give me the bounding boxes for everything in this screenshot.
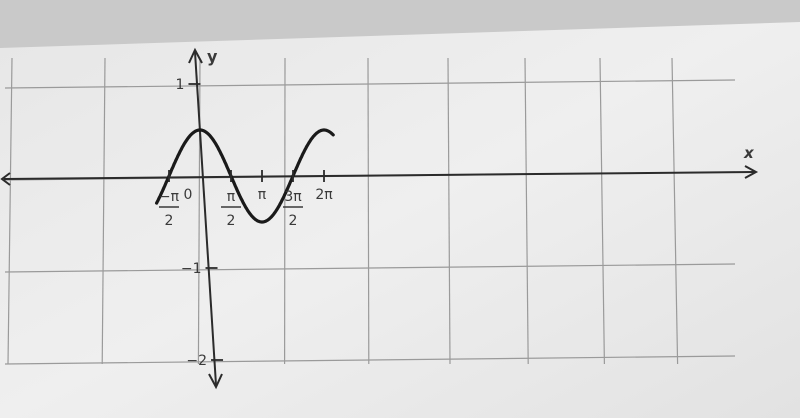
grid-line-vertical — [368, 58, 369, 364]
y-axis-label: y — [207, 47, 218, 66]
y-tick-label: −1 — [180, 261, 202, 277]
y-tick-label: −2 — [186, 353, 208, 369]
x-tick-label-denominator: 2 — [288, 213, 298, 229]
x-tick-label-denominator: 2 — [226, 213, 236, 229]
x-tick-label-numerator: π — [226, 189, 236, 205]
x-tick-label: 0 — [183, 187, 193, 203]
x-axis-label: x — [744, 144, 754, 162]
x-tick-label: 2π — [315, 187, 333, 203]
y-tick-label: 1 — [175, 77, 185, 93]
x-tick-label: π — [257, 187, 267, 203]
x-tick-label-numerator: −π — [158, 189, 180, 205]
x-tick-label-denominator: 2 — [164, 213, 174, 229]
x-tick-label-numerator: 3π — [284, 189, 302, 205]
